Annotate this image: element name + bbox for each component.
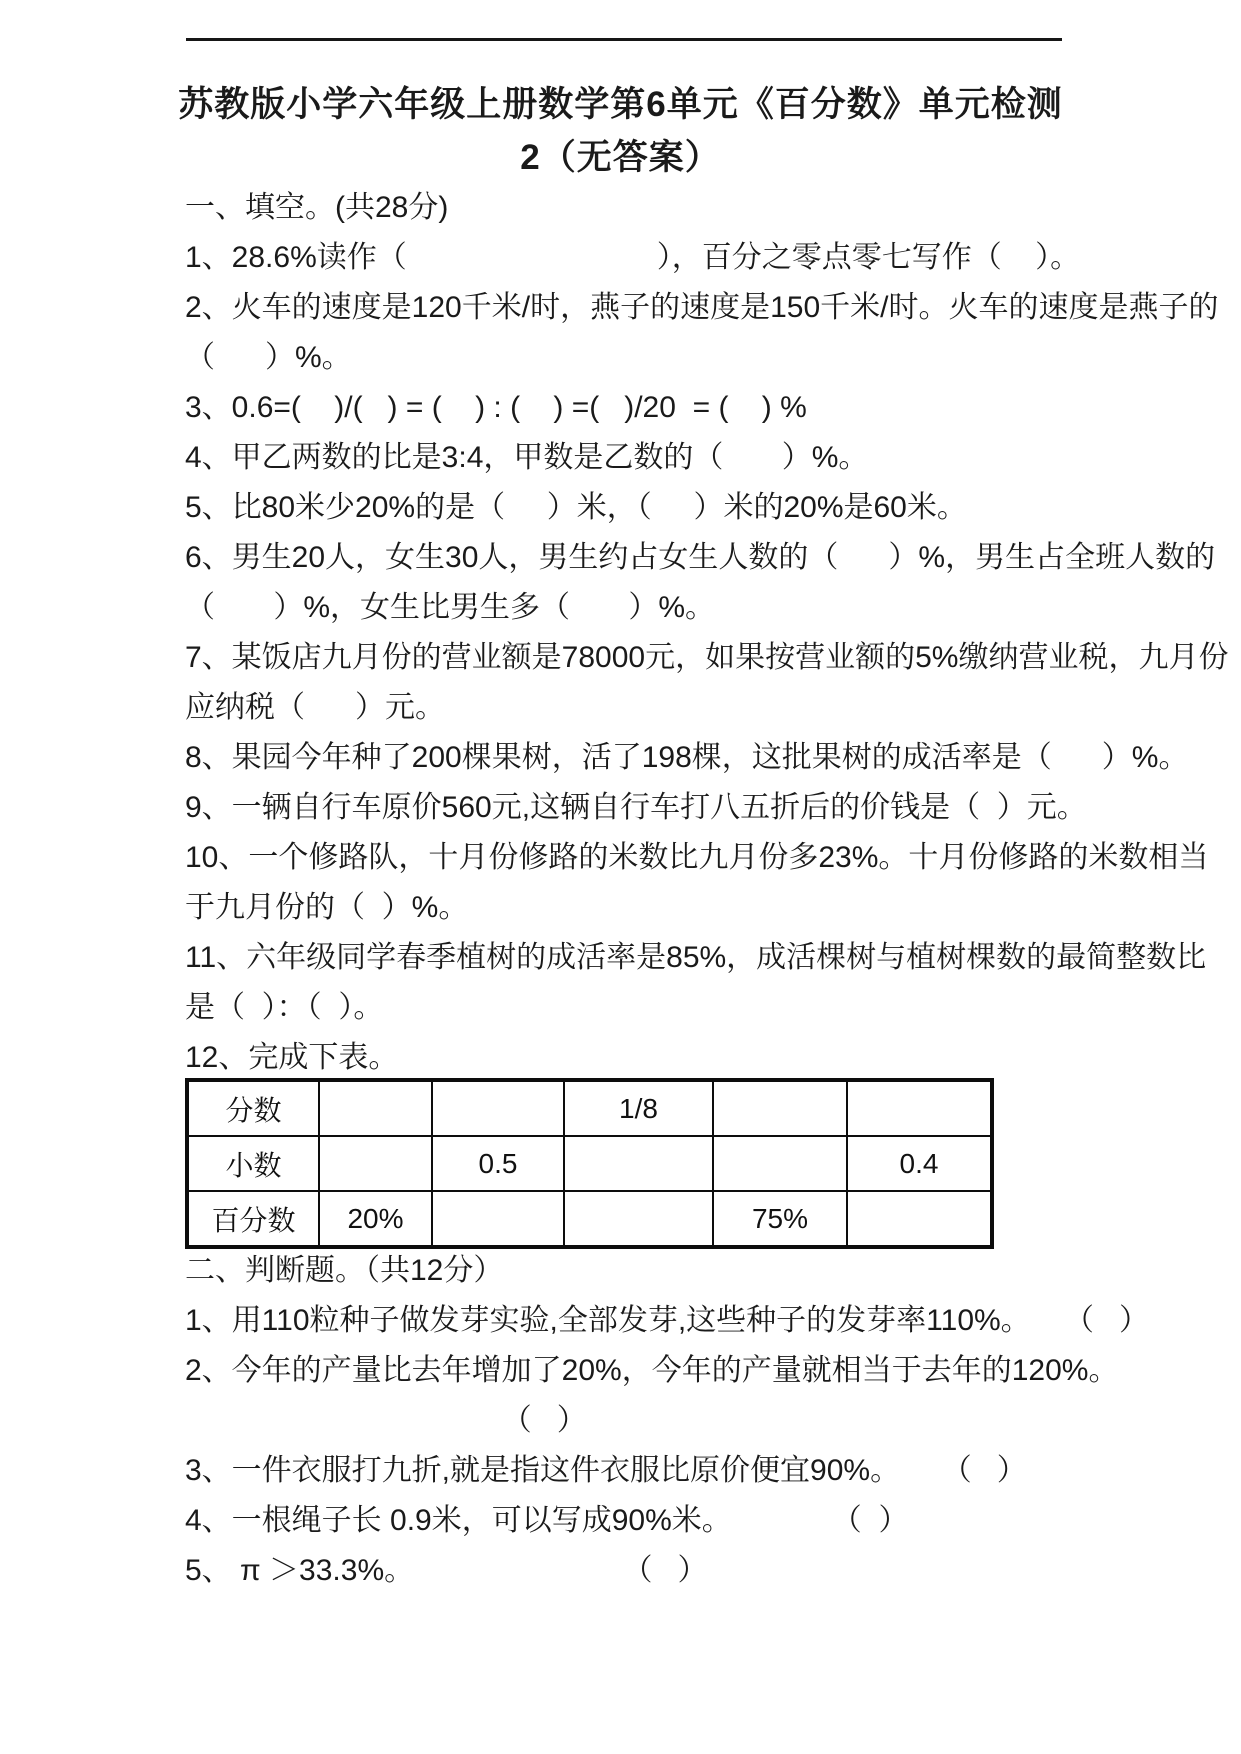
question-line: （ ）%。 [185, 341, 352, 374]
question-line: 10、一个修路队，十月份修路的米数比九月份多23%。十月份修路的米数相当 [185, 841, 1209, 874]
question-line: 7、某饭店九月份的营业额是78000元，如果按营业额的5%缴纳营业税，九月份 [185, 641, 1229, 674]
value-cell [847, 1080, 992, 1136]
value-cell: 1/8 [564, 1080, 713, 1136]
header-rule [186, 38, 1062, 41]
value-cell [432, 1080, 564, 1136]
value-cell [713, 1136, 847, 1191]
row-label-cell: 小数 [187, 1136, 319, 1191]
value-cell [432, 1191, 564, 1247]
question-line: 4、一根绳子长 0.9米，可以写成90%米。 （ ） [185, 1504, 909, 1537]
judgment-section [185, 1246, 1150, 1596]
question-line: （ ）%，女生比男生多（ ）%。 [185, 591, 716, 624]
value-cell [564, 1191, 713, 1247]
value-cell [847, 1191, 992, 1247]
question-line: 5、比80米少20%的是（ ）米，（ ）米的20%是60米。 [185, 491, 967, 524]
table-row [187, 1080, 992, 1136]
conversion-table [185, 1078, 994, 1249]
question-line: 应纳税（ ）元。 [185, 691, 446, 724]
value-cell: 75% [713, 1191, 847, 1247]
question-line: 1、28.6%读作（ ），百分之零点零七写作（ ）。 [185, 241, 1081, 274]
row-label-cell: 分数 [187, 1080, 319, 1136]
question-line: 3、0.6=( )/( ) = ( ) : ( ) =( )/20 = ( ) % [185, 391, 807, 424]
value-cell [713, 1080, 847, 1136]
question-line: 4、甲乙两数的比是3:4，甲数是乙数的（ ）%。 [185, 441, 869, 474]
question-line: 5、 π ＞33.3%。 （ ） [185, 1554, 708, 1587]
row-label-cell: 百分数 [187, 1191, 319, 1247]
table-row [187, 1136, 992, 1191]
fill-in-blank-section [185, 183, 1229, 1083]
value-cell [319, 1080, 432, 1136]
question-line: 于九月份的（ ）%。 [185, 891, 469, 924]
page-title [0, 78, 1241, 184]
value-cell: 0.5 [432, 1136, 564, 1191]
title-line-1: 苏教版小学六年级上册数学第6单元《百分数》单元检测 [178, 85, 1063, 124]
table-row [187, 1191, 992, 1247]
question-line: 12、完成下表。 [185, 1041, 399, 1074]
question-line: 3、一件衣服打九折,就是指这件衣服比原价便宜90%。 （ ） [185, 1454, 1027, 1487]
question-line: 11、六年级同学春季植树的成活率是85%，成活棵树与植树棵数的最简整数比 [185, 941, 1207, 974]
value-cell [564, 1136, 713, 1191]
value-cell [319, 1136, 432, 1191]
question-line: 9、一辆自行车原价560元,这辆自行车打八五折后的价钱是（ ）元。 [185, 791, 1087, 824]
section1-heading: 一、填空。(共28分) [185, 191, 449, 224]
question-line: 1、用110粒种子做发芽实验,全部发芽,这些种子的发芽率110%。 （ ） [185, 1304, 1150, 1337]
title-line-2: 2（无答案） [520, 138, 721, 177]
question-line: 是（ ）：（ ）。 [185, 991, 384, 1024]
question-line: 6、男生20人，女生30人，男生约占女生人数的（ ）%，男生占全班人数的 [185, 541, 1216, 574]
question-line: 8、果园今年种了200棵果树，活了198棵，这批果树的成活率是（ ）%。 [185, 741, 1189, 774]
section2-heading: 二、判断题。（共12分） [185, 1254, 504, 1287]
value-cell: 0.4 [847, 1136, 992, 1191]
question-line: 2、今年的产量比去年增加了20%，今年的产量就相当于去年的120%。 [185, 1354, 1119, 1387]
value-cell: 20% [319, 1191, 432, 1247]
question-line: 2、火车的速度是120千米/时，燕子的速度是150千米/时。火车的速度是燕子的 [185, 291, 1219, 324]
question-line: （ ） [185, 1404, 587, 1437]
